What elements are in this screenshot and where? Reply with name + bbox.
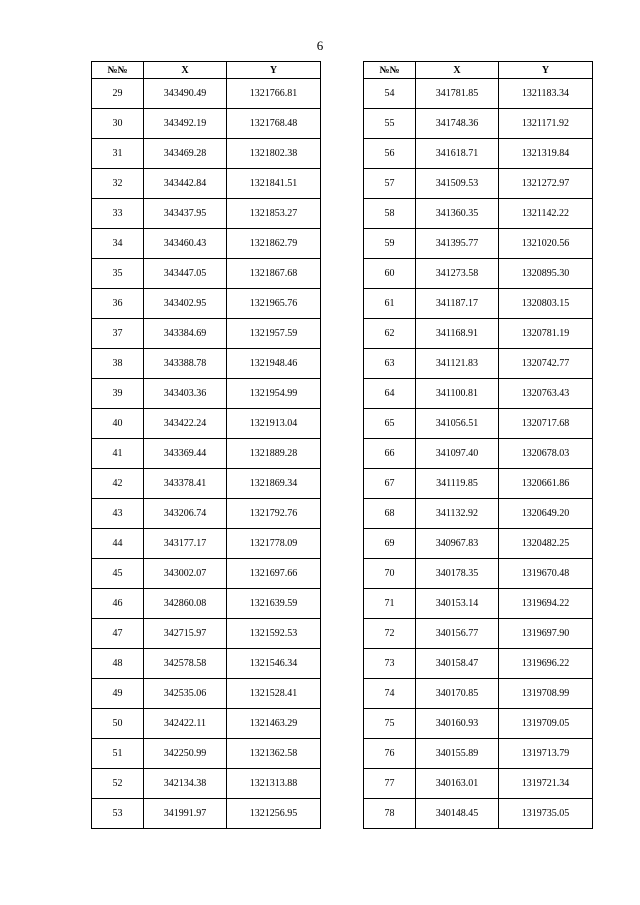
header-y: Y [227,62,321,79]
x-coordinate-cell: 343378.41 [144,469,227,499]
x-coordinate-cell: 342535.06 [144,679,227,709]
y-coordinate-cell: 1320678.03 [499,439,593,469]
point-number-cell: 67 [364,469,416,499]
x-coordinate-cell: 343460.43 [144,229,227,259]
point-number-cell: 77 [364,769,416,799]
table-row [92,289,321,319]
x-coordinate-cell: 341991.97 [144,799,227,829]
x-coordinate-cell: 343422.24 [144,409,227,439]
table-row [92,199,321,229]
y-coordinate-cell: 1321792.76 [227,499,321,529]
table-row [92,319,321,349]
x-coordinate-cell: 342715.97 [144,619,227,649]
y-coordinate-cell: 1321948.46 [227,349,321,379]
x-coordinate-cell: 340170.85 [416,679,499,709]
y-coordinate-cell: 1321862.79 [227,229,321,259]
y-coordinate-cell: 1321889.28 [227,439,321,469]
point-number-cell: 31 [92,139,144,169]
x-coordinate-cell: 341132.92 [416,499,499,529]
table-row [364,319,593,349]
x-coordinate-cell: 341360.35 [416,199,499,229]
y-coordinate-cell: 1320661.86 [499,469,593,499]
table-row [364,289,593,319]
y-coordinate-cell: 1321965.76 [227,289,321,319]
point-number-cell: 76 [364,739,416,769]
point-number-cell: 56 [364,139,416,169]
table-row [364,739,593,769]
x-coordinate-cell: 343469.28 [144,139,227,169]
table-row [92,709,321,739]
y-coordinate-cell: 1319694.22 [499,589,593,619]
x-coordinate-cell: 343002.07 [144,559,227,589]
x-coordinate-cell: 341395.77 [416,229,499,259]
y-coordinate-cell: 1321592.53 [227,619,321,649]
point-number-cell: 78 [364,799,416,829]
table-row [364,559,593,589]
y-coordinate-cell: 1320742.77 [499,349,593,379]
header-x: X [144,62,227,79]
header-y: Y [499,62,593,79]
table-row [92,79,321,109]
y-coordinate-cell: 1321171.92 [499,109,593,139]
x-coordinate-cell: 340160.93 [416,709,499,739]
table-row [364,229,593,259]
y-coordinate-cell: 1321768.48 [227,109,321,139]
table-row [364,349,593,379]
y-coordinate-cell: 1321841.51 [227,169,321,199]
table-row [92,469,321,499]
y-coordinate-cell: 1321142.22 [499,199,593,229]
table-row [364,169,593,199]
x-coordinate-cell: 340178.35 [416,559,499,589]
x-coordinate-cell: 341748.36 [416,109,499,139]
y-coordinate-cell: 1321778.09 [227,529,321,559]
point-number-cell: 70 [364,559,416,589]
y-coordinate-cell: 1321697.66 [227,559,321,589]
point-number-cell: 61 [364,289,416,319]
table-row [92,109,321,139]
y-coordinate-cell: 1321913.04 [227,409,321,439]
y-coordinate-cell: 1320781.19 [499,319,593,349]
x-coordinate-cell: 341168.91 [416,319,499,349]
table-body-right [364,79,593,829]
table-row [364,379,593,409]
point-number-cell: 43 [92,499,144,529]
x-coordinate-cell: 342422.11 [144,709,227,739]
table-row [364,649,593,679]
x-coordinate-cell: 343447.05 [144,259,227,289]
y-coordinate-cell: 1321867.68 [227,259,321,289]
table-row [92,439,321,469]
point-number-cell: 60 [364,259,416,289]
point-number-cell: 37 [92,319,144,349]
point-number-cell: 63 [364,349,416,379]
x-coordinate-cell: 341100.81 [416,379,499,409]
table-header-row [92,62,321,79]
point-number-cell: 62 [364,319,416,349]
table-row [364,439,593,469]
table-row [364,529,593,559]
point-number-cell: 55 [364,109,416,139]
table-row [364,589,593,619]
table-row [92,499,321,529]
y-coordinate-cell: 1321256.95 [227,799,321,829]
table-row [364,409,593,439]
y-coordinate-cell: 1321546.34 [227,649,321,679]
y-coordinate-cell: 1320895.30 [499,259,593,289]
point-number-cell: 49 [92,679,144,709]
table-row [364,679,593,709]
point-number-cell: 53 [92,799,144,829]
x-coordinate-cell: 342578.58 [144,649,227,679]
table-row [364,769,593,799]
x-coordinate-cell: 340155.89 [416,739,499,769]
y-coordinate-cell: 1319735.05 [499,799,593,829]
table-row [364,79,593,109]
point-number-cell: 47 [92,619,144,649]
table-row [92,349,321,379]
table-header-row [364,62,593,79]
y-coordinate-cell: 1321319.84 [499,139,593,169]
y-coordinate-cell: 1321853.27 [227,199,321,229]
y-coordinate-cell: 1320482.25 [499,529,593,559]
table-row [364,499,593,529]
point-number-cell: 42 [92,469,144,499]
y-coordinate-cell: 1321020.56 [499,229,593,259]
table-row [92,739,321,769]
table-row [92,589,321,619]
point-number-cell: 68 [364,499,416,529]
table-row [364,619,593,649]
table-row [92,649,321,679]
point-number-cell: 64 [364,379,416,409]
point-number-cell: 75 [364,709,416,739]
y-coordinate-cell: 1320763.43 [499,379,593,409]
x-coordinate-cell: 343206.74 [144,499,227,529]
point-number-cell: 45 [92,559,144,589]
x-coordinate-cell: 341509.53 [416,169,499,199]
table-body-left [92,79,321,829]
table-row [364,259,593,289]
y-coordinate-cell: 1321313.88 [227,769,321,799]
y-coordinate-cell: 1321957.59 [227,319,321,349]
header-x: X [416,62,499,79]
y-coordinate-cell: 1321463.29 [227,709,321,739]
x-coordinate-cell: 343177.17 [144,529,227,559]
table-row [364,109,593,139]
table-row [92,259,321,289]
point-number-cell: 69 [364,529,416,559]
x-coordinate-cell: 343403.36 [144,379,227,409]
table-row [92,769,321,799]
point-number-cell: 30 [92,109,144,139]
y-coordinate-cell: 1319708.99 [499,679,593,709]
x-coordinate-cell: 341119.85 [416,469,499,499]
x-coordinate-cell: 340967.83 [416,529,499,559]
point-number-cell: 52 [92,769,144,799]
x-coordinate-cell: 342860.08 [144,589,227,619]
x-coordinate-cell: 343384.69 [144,319,227,349]
x-coordinate-cell: 343492.19 [144,109,227,139]
y-coordinate-cell: 1321183.34 [499,79,593,109]
x-coordinate-cell: 341781.85 [416,79,499,109]
point-number-cell: 51 [92,739,144,769]
table-row [92,379,321,409]
page-number: 6 [316,38,324,53]
point-number-cell: 59 [364,229,416,259]
y-coordinate-cell: 1321639.59 [227,589,321,619]
x-coordinate-cell: 343402.95 [144,289,227,319]
table-row [364,709,593,739]
x-coordinate-cell: 342134.38 [144,769,227,799]
point-number-cell: 44 [92,529,144,559]
y-coordinate-cell: 1319713.79 [499,739,593,769]
table-row [364,799,593,829]
header-number: №№ [364,62,416,79]
table-row [92,529,321,559]
table-row [92,679,321,709]
point-number-cell: 40 [92,409,144,439]
point-number-cell: 36 [92,289,144,319]
y-coordinate-cell: 1321869.34 [227,469,321,499]
point-number-cell: 29 [92,79,144,109]
point-number-cell: 39 [92,379,144,409]
table-row [92,619,321,649]
point-number-cell: 46 [92,589,144,619]
y-coordinate-cell: 1321802.38 [227,139,321,169]
x-coordinate-cell: 343442.84 [144,169,227,199]
y-coordinate-cell: 1321272.97 [499,169,593,199]
point-number-cell: 50 [92,709,144,739]
point-number-cell: 48 [92,649,144,679]
x-coordinate-cell: 341273.58 [416,259,499,289]
x-coordinate-cell: 341618.71 [416,139,499,169]
point-number-cell: 54 [364,79,416,109]
y-coordinate-cell: 1320803.15 [499,289,593,319]
point-number-cell: 33 [92,199,144,229]
x-coordinate-cell: 340148.45 [416,799,499,829]
y-coordinate-cell: 1321954.99 [227,379,321,409]
coordinates-table-right [363,61,593,829]
y-coordinate-cell: 1319709.05 [499,709,593,739]
y-coordinate-cell: 1321766.81 [227,79,321,109]
y-coordinate-cell: 1319696.22 [499,649,593,679]
point-number-cell: 38 [92,349,144,379]
point-number-cell: 57 [364,169,416,199]
table-row [92,559,321,589]
point-number-cell: 65 [364,409,416,439]
y-coordinate-cell: 1321528.41 [227,679,321,709]
y-coordinate-cell: 1320649.20 [499,499,593,529]
table-row [92,229,321,259]
point-number-cell: 35 [92,259,144,289]
table-row [364,469,593,499]
x-coordinate-cell: 340163.01 [416,769,499,799]
y-coordinate-cell: 1321362.58 [227,739,321,769]
point-number-cell: 74 [364,679,416,709]
x-coordinate-cell: 341097.40 [416,439,499,469]
point-number-cell: 72 [364,619,416,649]
x-coordinate-cell: 341187.17 [416,289,499,319]
point-number-cell: 73 [364,649,416,679]
x-coordinate-cell: 343369.44 [144,439,227,469]
y-coordinate-cell: 1320717.68 [499,409,593,439]
table-row [92,799,321,829]
point-number-cell: 32 [92,169,144,199]
table-row [92,409,321,439]
table-row [364,199,593,229]
point-number-cell: 71 [364,589,416,619]
table-row [92,169,321,199]
x-coordinate-cell: 343388.78 [144,349,227,379]
x-coordinate-cell: 343437.95 [144,199,227,229]
table-row [364,139,593,169]
point-number-cell: 34 [92,229,144,259]
y-coordinate-cell: 1319697.90 [499,619,593,649]
x-coordinate-cell: 343490.49 [144,79,227,109]
x-coordinate-cell: 341056.51 [416,409,499,439]
point-number-cell: 41 [92,439,144,469]
x-coordinate-cell: 341121.83 [416,349,499,379]
table-row [92,139,321,169]
header-number: №№ [92,62,144,79]
coordinates-table-left [91,61,321,829]
y-coordinate-cell: 1319721.34 [499,769,593,799]
x-coordinate-cell: 342250.99 [144,739,227,769]
point-number-cell: 66 [364,439,416,469]
point-number-cell: 58 [364,199,416,229]
x-coordinate-cell: 340158.47 [416,649,499,679]
y-coordinate-cell: 1319670.48 [499,559,593,589]
x-coordinate-cell: 340153.14 [416,589,499,619]
x-coordinate-cell: 340156.77 [416,619,499,649]
